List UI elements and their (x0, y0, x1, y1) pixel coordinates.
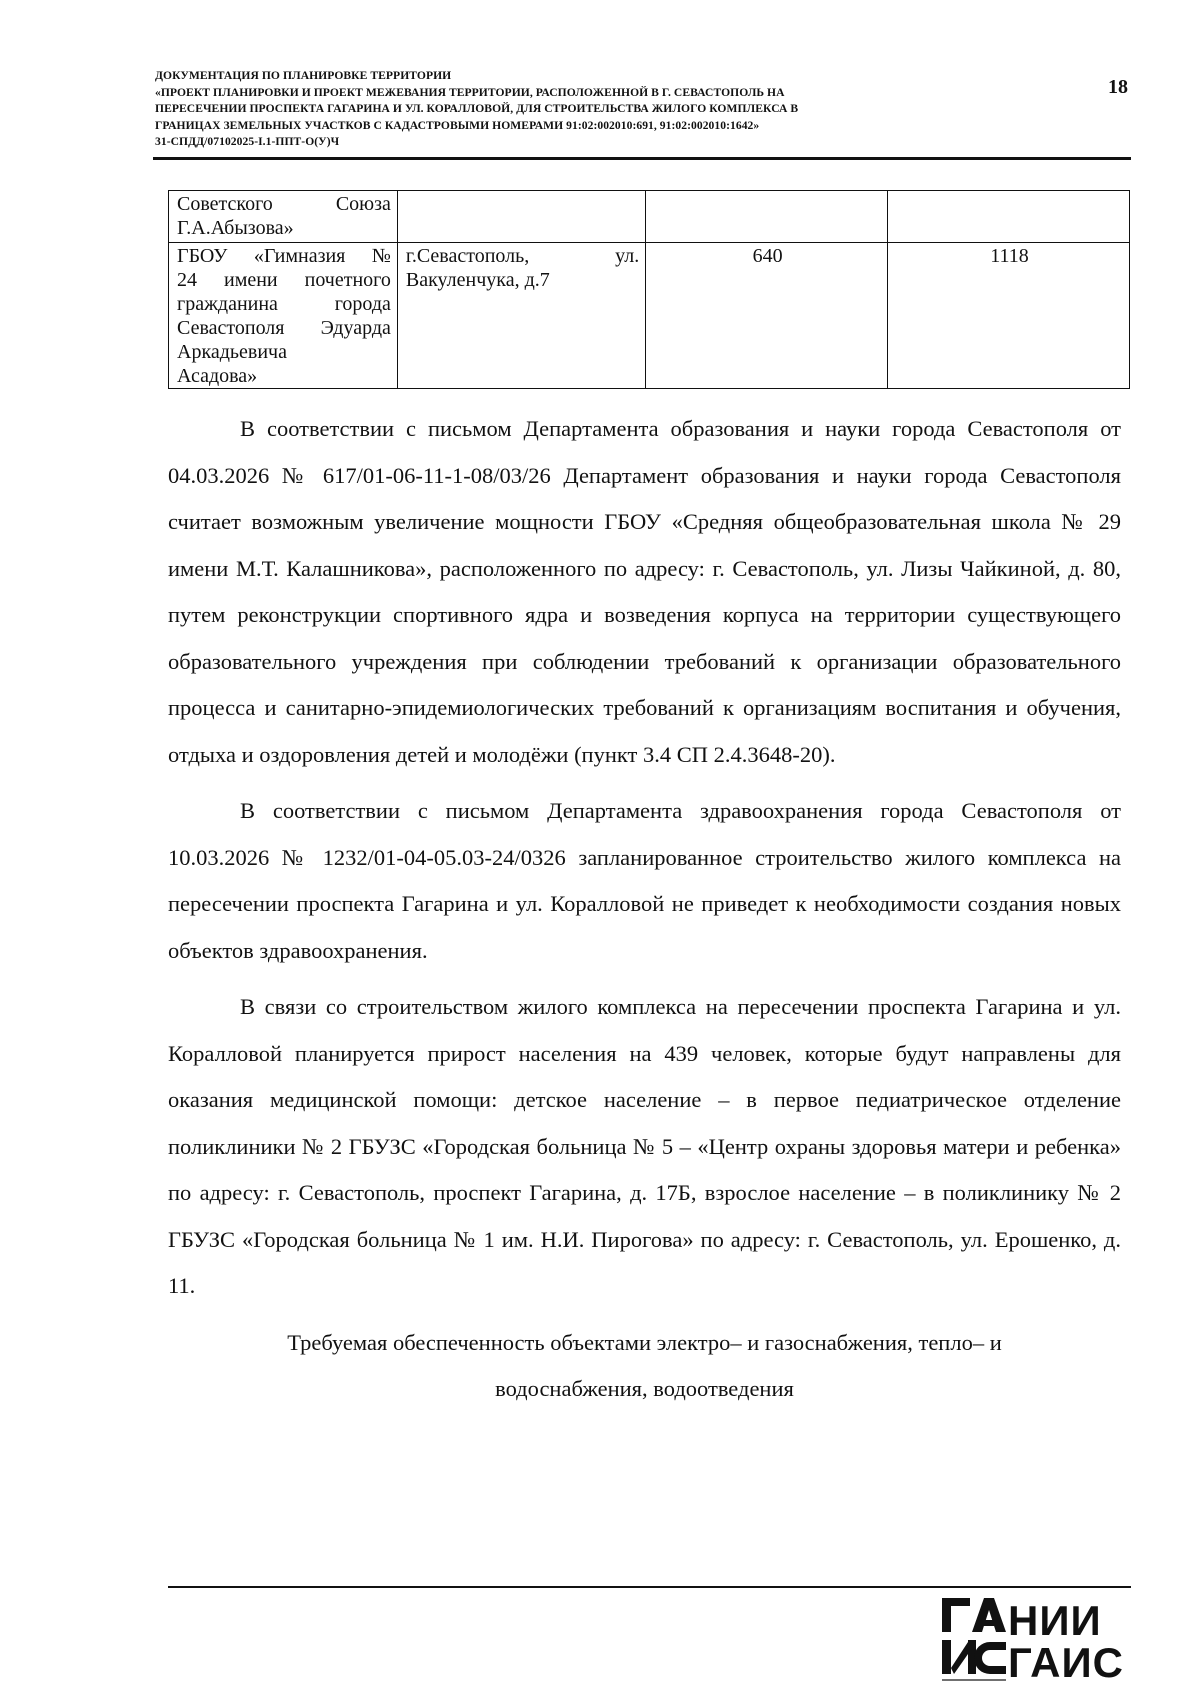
header-line-3: ПЕРЕСЕЧЕНИИ ПРОСПЕКТА ГАГАРИНА И УЛ. КОРАЛЛОВОЙ, ДЛЯ СТРОИТЕЛЬСТВА ЖИЛОГО КОМПЛЕКСА В (155, 102, 799, 115)
table-cell-address (397, 243, 645, 389)
table-cell-value: 640 (646, 243, 888, 389)
table-cell-value: 1118 (887, 243, 1129, 389)
table-row (169, 191, 1130, 243)
cell-line: Советского Союза (177, 193, 391, 215)
table-cell-name (169, 243, 398, 389)
subheading-line: Требуемая обеспеченность объектами электро– и газоснабжения, тепло– и (287, 1329, 1002, 1355)
header-divider (153, 157, 1131, 160)
header-line-1: ДОКУМЕНТАЦИЯ ПО ПЛАНИРОВКЕ ТЕРРИТОРИИ (155, 69, 452, 82)
subheading-line: водоснабжения, водоотведения (495, 1376, 794, 1401)
header-line-5: 31-СПДД/07102025-I.1-ППТ-О(У)Ч (155, 135, 340, 148)
cell-line: 24 имени почетного (177, 269, 391, 291)
facilities-table (168, 190, 1130, 389)
document-header (155, 68, 1075, 151)
paragraph: В связи со строительством жилого комплекса на пересечении проспекта Гагарина и ул. Коралловой планируется прирост населения на 439 человек, которые будут направлены для оказания медицинской помощи: детское население – в первое педиатрическое отделение поликлиники № 2 ГБУЗС «Городская больница № 5 – «Центр охраны здоровья матери и ребенка» по адресу: г. Севастополь, проспект Гагарина, д. 17Б, взрослое население – в поликлинику № 2 ГБУЗС «Городская больница № 1 им. Н.И. Пирогова» по адресу: г. Севастополь, ул. Ерошенко, д. 11. (168, 994, 1121, 1298)
footer-divider (168, 1586, 1131, 1588)
cell-line: г.Севастополь, ул. (405, 245, 640, 267)
paragraph: В соответствии с письмом Департамента образования и науки города Севастополя от 04.03.2026 № 617/01-06-11-1-08/03/26 Департамент образования и науки города Севастополя считает возможным увеличение мощности ГБОУ «Средняя общеобразовательная школа № 29 имени М.Т. Калашникова», расположенного по адресу: г. Севастополь, ул. Лизы Чайкиной, д. 80, путем реконструкции спортивного ядра и возведения корпуса на территории существующего образовательного учреждения при соблюдении требований к организации образовательного процесса и санитарно-эпидемиологических требований к организациям воспитания и обучения, отдыха и оздоровления детей и молодёжи (пункт 3.4 СП 2.4.3648-20). (168, 416, 1121, 767)
cell-line: Севастополя Эдуарда (177, 317, 391, 339)
cell-line: Асадова» (177, 365, 258, 387)
cell-line: ГБОУ «Гимназия № (177, 245, 391, 267)
document-body (168, 406, 1121, 1413)
table-cell-value (887, 191, 1129, 243)
cell-line: Г.А.Абызова» (177, 217, 294, 239)
table-cell-value (646, 191, 888, 243)
table-cell-address (397, 191, 645, 243)
page-number: 18 (1108, 76, 1128, 98)
logo-text-line-1: НИИ (1008, 1597, 1102, 1644)
table-cell-name (169, 191, 398, 243)
section-subheading (168, 1320, 1121, 1413)
header-line-2: «ПРОЕКТ ПЛАНИРОВКИ И ПРОЕКТ МЕЖЕВАНИЯ ТЕРРИТОРИИ, РАСПОЛОЖЕННОЙ В Г. СЕВАСТОПОЛЬ НА (155, 85, 785, 99)
paragraph: В соответствии с письмом Департамента здравоохранения города Севастополя от 10.03.2026 № 1232/01-04-05.03-24/0326 запланированное строительство жилого комплекса на пересечении проспекта Гагарина и ул. Коралловой не приведет к необходимости создания новых объектов здравоохранения. (168, 798, 1121, 963)
cell-line: гражданина города (177, 293, 391, 315)
table-row (169, 243, 1130, 389)
cell-line: Аркадьевича (177, 341, 287, 363)
cell-line: Вакуленчука, д.7 (405, 269, 550, 291)
logo-text-line-2: ГАИС (1008, 1639, 1125, 1686)
header-line-4: ГРАНИЦАХ ЗЕМЕЛЬНЫХ УЧАСТКОВ С КАДАСТРОВЫМИ НОМЕРАМИ 91:02:002010:691, 91:02:002010:1642» (155, 118, 760, 132)
